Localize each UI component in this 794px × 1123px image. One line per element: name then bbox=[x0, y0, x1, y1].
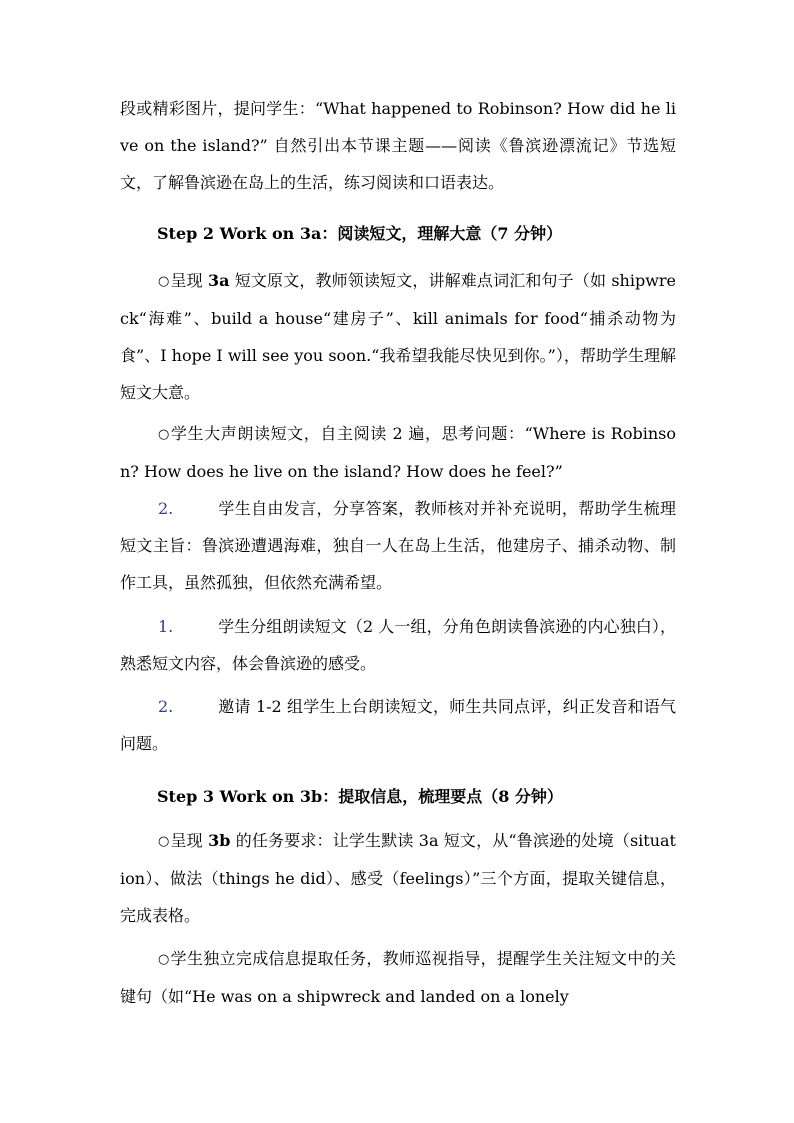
list-number: 2. bbox=[158, 697, 174, 716]
list-text: 邀请 1-2 组学生上台朗读短文，师生共同点评，纠正发音和语气问题。 bbox=[120, 697, 676, 753]
bullet-marker: ○ bbox=[158, 427, 170, 442]
bullet-text: 学生独立完成信息提取任务，教师巡视指导，提醒学生关注短文中的关键句（如“He was on a shipwreck and landed on a lonely bbox=[120, 949, 676, 1006]
step2-bullet-2 bbox=[120, 415, 676, 490]
list-number: 2. bbox=[158, 499, 174, 518]
step2-numbered-2 bbox=[120, 608, 676, 682]
step3-heading: Step 3 Work on 3b：提取信息，梳理要点（8 分钟） bbox=[157, 787, 563, 806]
bullet-marker: ○ bbox=[158, 834, 170, 849]
bullet-marker: ○ bbox=[158, 274, 170, 289]
list-text: 学生分组朗读短文（2 人一组，分角色朗读鲁滨逊的内心独白），熟悉短文内容，体会鲁滨逊的感受。 bbox=[120, 617, 676, 673]
step2-numbered-1 bbox=[120, 490, 676, 601]
step3-bullet-2 bbox=[120, 940, 676, 1015]
bullet-text-post: 短文原文，教师领读短文，讲解难点词汇和句子（如 shipwreck“海难”、build a house“建房子”、kill animals for food“捕杀动物为食”、I hope I will see you soon.“我希望我能尽快见到你。”），帮助学生理解短文大意。 bbox=[120, 271, 677, 402]
bullet-text-pre: 呈现 bbox=[170, 831, 209, 850]
step2-heading: Step 2 Work on 3a：阅读短文，理解大意（7 分钟） bbox=[157, 224, 563, 243]
intro-paragraph: 段或精彩图片，提问学生：“What happened to Robinson? How did he live on the island?” 自然引出本节课主题——阅读《鲁滨逊漂流记》节选短文，了解鲁滨逊在岛上的生活，练习阅读和口语表达。 bbox=[120, 99, 676, 192]
bullet-marker: ○ bbox=[158, 952, 170, 967]
list-text: 学生自由发言，分享答案，教师核对并补充说明，帮助学生梳理短文主旨：鲁滨逊遭遇海难，独自一人在岛上生活，他建房子、捕杀动物、制作工具，虽然孤独，但依然充满希望。 bbox=[120, 499, 676, 592]
list-number: 1. bbox=[158, 617, 174, 636]
bullet-text-post: 的任务要求：让学生默读 3a 短文，从“鲁滨逊的处境（situation）、做法（things he did）、感受（feelings）”三个方面，提取关键信息，完成表格。 bbox=[120, 831, 676, 925]
bullet-text: 学生大声朗读短文，自主阅读 2 遍，思考问题：“Where is Robinson? How does he live on the island? How does he feel?” bbox=[120, 424, 676, 481]
bullet-text-bold: 3b bbox=[208, 831, 231, 850]
bullet-text-pre: 呈现 bbox=[170, 271, 209, 290]
step2-bullet-1 bbox=[120, 262, 676, 411]
step3-bullet-1 bbox=[120, 822, 676, 934]
step2-numbered-3 bbox=[120, 688, 676, 762]
bullet-text-bold: 3a bbox=[208, 271, 230, 290]
